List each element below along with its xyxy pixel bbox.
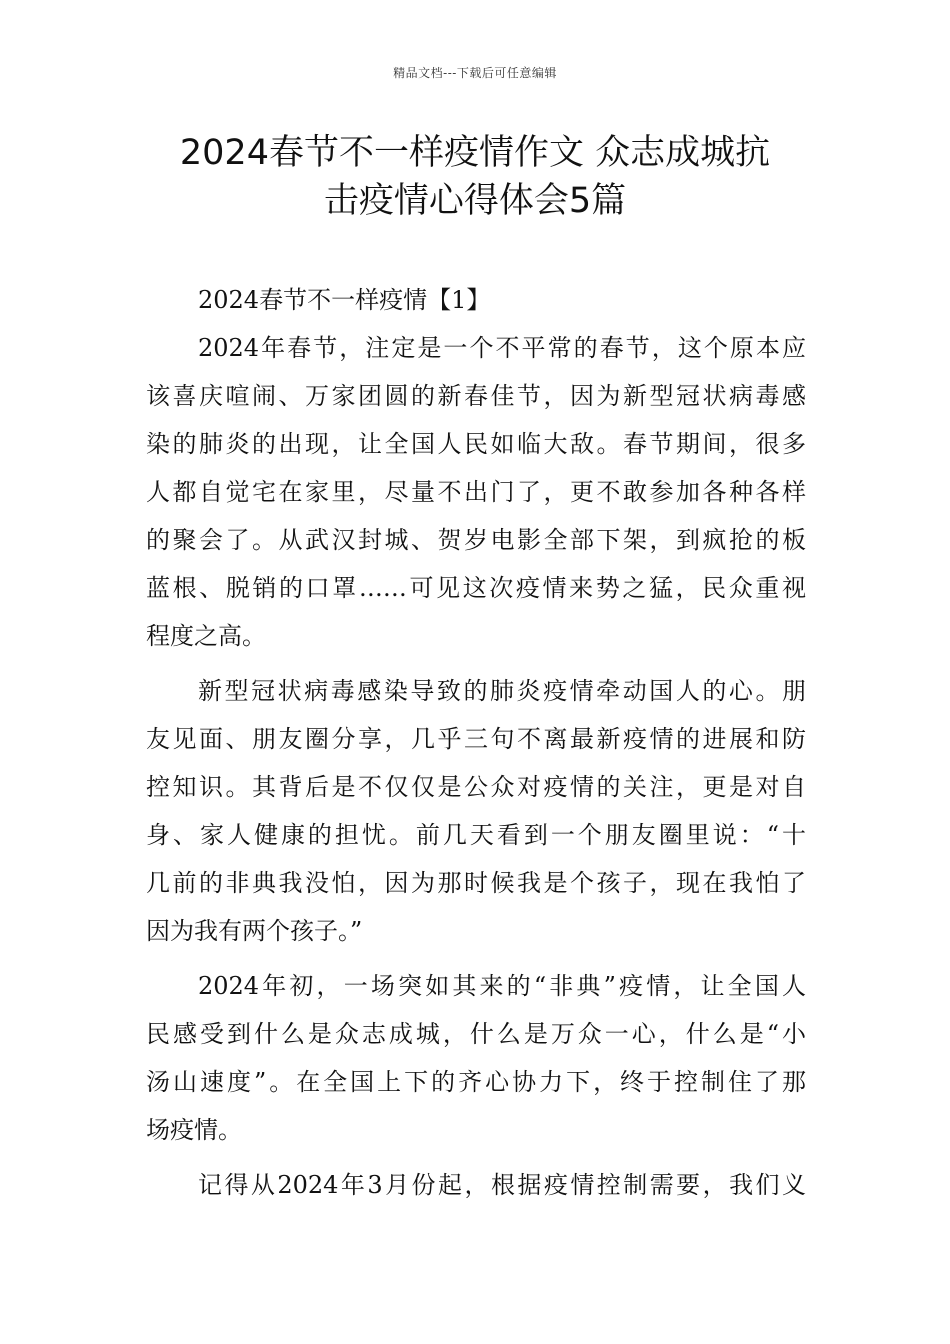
paragraph-line: 控知识。其背后是不仅仅是公众对疫情的关注，更是对自	[146, 773, 806, 801]
paragraph-line: 人都自觉宅在家里，尽量不出门了，更不敢参加各种各样	[146, 478, 806, 506]
paragraph-line: 染的肺炎的出现，让全国人民如临大敌。春节期间，很多	[146, 430, 806, 458]
header-note: 精品文档---下载后可任意编辑	[393, 66, 557, 80]
document-title	[145, 128, 805, 224]
paragraph-line: 程度之高。	[146, 622, 266, 650]
title-line: 2024春节不一样疫情作文 众志成城抗	[179, 133, 771, 173]
paragraph-line: 民感受到什么是众志成城，什么是万众一心，什么是“小	[146, 1020, 806, 1048]
paragraph-line: 身、家人健康的担忧。前几天看到一个朋友圈里说：“十	[146, 821, 806, 849]
paragraph	[146, 667, 806, 955]
paragraph-line: 2024年初，一场突如其来的“非典”疫情，让全国人	[198, 972, 806, 1000]
paragraph	[146, 962, 806, 1154]
paragraph	[146, 324, 806, 660]
paragraph	[146, 1161, 806, 1209]
paragraph-line: 记得从2024年3月份起，根据疫情控制需要，我们义	[198, 1171, 806, 1199]
paragraph-line: 几前的非典我没怕，因为那时候我是个孩子，现在我怕了	[146, 869, 806, 897]
paragraph-line: 因为我有两个孩子。”	[146, 917, 363, 945]
paragraph-line: 的聚会了。从武汉封城、贺岁电影全部下架，到疯抢的板	[146, 526, 806, 554]
paragraph-line: 新型冠状病毒感染导致的肺炎疫情牵动国人的心。朋	[198, 677, 806, 705]
paragraph-line: 蓝根、脱销的口罩……可见这次疫情来势之猛，民众重视	[146, 574, 806, 602]
section-heading: 2024春节不一样疫情【1】	[198, 286, 491, 314]
paragraph-line: 友见面、朋友圈分享，几乎三句不离最新疫情的进展和防	[146, 725, 806, 753]
section-heading-paragraph	[146, 276, 806, 324]
document-body	[146, 276, 806, 1209]
paragraph-line: 场疫情。	[146, 1116, 242, 1144]
paragraph-line: 2024年春节，注定是一个不平常的春节，这个原本应	[198, 334, 806, 362]
paragraph-line: 该喜庆喧闹、万家团圆的新春佳节，因为新型冠状病毒感	[146, 382, 806, 410]
paragraph-line: 汤山速度”。在全国上下的齐心协力下，终于控制住了那	[146, 1068, 806, 1096]
title-line: 击疫情心得体会5篇	[323, 181, 627, 221]
